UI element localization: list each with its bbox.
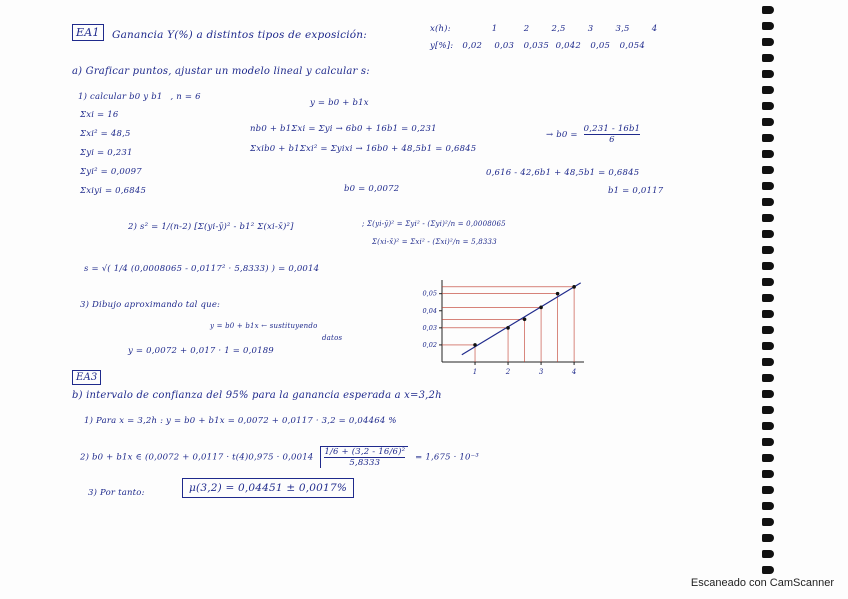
x-value: 2,5 bbox=[551, 24, 566, 34]
step3-label: 3) Dibujo aproximando tal que: bbox=[80, 300, 221, 310]
binding-ring bbox=[762, 534, 774, 542]
ci-formula: 2) b0 + b1x ∈ (0,0072 + 0,0117 · t(4)0,975 · 0,0014 $\frac{\text{1/6 + (3,2 - 16/6)²}}{5,8333}$ = 1,675 · 10⁻³ bbox=[80, 447, 479, 468]
y-value: 0,035 bbox=[523, 41, 549, 51]
binding-ring bbox=[762, 310, 774, 318]
ci-frac-bot: 5,8333 bbox=[349, 458, 381, 468]
data-point bbox=[506, 326, 510, 330]
binding-ring bbox=[762, 54, 774, 62]
binding-ring bbox=[762, 406, 774, 414]
step3-eval: y = 0,0072 + 0,017 · 1 = 0,0189 bbox=[128, 346, 274, 356]
binding-ring bbox=[762, 38, 774, 46]
spiral-binding bbox=[762, 0, 778, 580]
linear-model: y = b0 + b1x bbox=[310, 98, 369, 108]
x-value: 1 bbox=[491, 24, 498, 34]
scatter-plot bbox=[402, 272, 592, 382]
data-point bbox=[556, 292, 560, 296]
data-point bbox=[523, 317, 527, 321]
x-value: 3,5 bbox=[615, 24, 630, 34]
binding-ring bbox=[762, 358, 774, 366]
normal-eq-1: nb0 + b1Σxi = Σyi → 6b0 + 16b1 = 0,231 bbox=[250, 124, 437, 134]
binding-ring bbox=[762, 374, 774, 382]
section2-title: b) intervalo de confianza del 95% para la ganancia esperada a x=3,2h bbox=[72, 390, 442, 401]
x-values-row bbox=[430, 24, 671, 34]
y-value: 0,02 bbox=[462, 41, 483, 51]
binding-ring bbox=[762, 198, 774, 206]
binding-ring bbox=[762, 518, 774, 526]
binding-ring bbox=[762, 102, 774, 110]
scanner-watermark: Escaneado con CamScanner bbox=[690, 577, 834, 589]
b0-expression: → b0 = $\frac{0,231 - 16b1}{6}$ bbox=[546, 124, 641, 145]
b0-frac-num: 0,231 - 16b1 bbox=[583, 124, 641, 134]
sxx-formula: Σ(xi-x̄)² = Σxi² - (Σxi)²/n = 5,8333 bbox=[372, 238, 497, 246]
binding-ring bbox=[762, 22, 774, 30]
y-value: 0,05 bbox=[590, 41, 611, 51]
y-tick-label: 0,03 bbox=[422, 323, 437, 332]
x-value: 3 bbox=[587, 24, 594, 34]
y-tick-label: 0,02 bbox=[422, 340, 437, 349]
point-estimate: 1) Para x = 3,2h : y = b0 + b1x = 0,0072 + 0,0117 · 3,2 = 0,04464 % bbox=[84, 416, 397, 426]
y-tick-label: 0,05 bbox=[422, 289, 437, 298]
x-tick-label: 1 bbox=[472, 368, 478, 376]
binding-ring bbox=[762, 502, 774, 510]
binding-ring bbox=[762, 230, 774, 238]
binding-ring bbox=[762, 454, 774, 462]
binding-ring bbox=[762, 566, 774, 574]
intro-text: a) Graficar puntos, ajustar un modelo lineal y calcular s: bbox=[72, 66, 370, 77]
y-label: y[%]: bbox=[430, 41, 454, 51]
syy-formula: ; Σ(yi-ȳ)² = Σyi² - (Σyi)²/n = 0,0008065 bbox=[362, 220, 506, 228]
final-result-box bbox=[182, 482, 354, 494]
step3-datos: datos bbox=[322, 334, 343, 342]
y-value: 0,03 bbox=[494, 41, 515, 51]
sum-item: Σxi = 16 bbox=[80, 110, 119, 120]
y-value: 0,042 bbox=[555, 41, 581, 51]
ci-frac-top: 1/6 + (3,2 - 16/6)² bbox=[324, 447, 406, 457]
x-value: 2 bbox=[523, 24, 530, 34]
binding-ring bbox=[762, 182, 774, 190]
y-value: 0,054 bbox=[619, 41, 645, 51]
data-point bbox=[539, 306, 543, 310]
binding-ring bbox=[762, 246, 774, 254]
conclusion-label: 3) Por tanto: bbox=[88, 488, 145, 498]
y-values bbox=[456, 41, 648, 51]
sum-item: Σxiyi = 0,6845 bbox=[80, 186, 147, 196]
binding-ring bbox=[762, 86, 774, 94]
b1-result: b1 = 0,0117 bbox=[608, 186, 664, 196]
b0-frac-den: 6 bbox=[609, 135, 615, 145]
binding-ring bbox=[762, 166, 774, 174]
substitution-eq: 0,616 - 42,6b1 + 48,5b1 = 0,6845 bbox=[486, 168, 640, 178]
section-tag-ea3: EA3 bbox=[72, 372, 101, 383]
step1-label: 1) calcular b0 y b1 , n = 6 bbox=[78, 92, 201, 102]
final-result: μ(3,2) = 0,04451 ± 0,0017% bbox=[182, 478, 354, 498]
binding-ring bbox=[762, 438, 774, 446]
binding-ring bbox=[762, 134, 774, 142]
binding-ring bbox=[762, 422, 774, 430]
sum-item: Σyi = 0,231 bbox=[80, 148, 133, 158]
b0-result: b0 = 0,0072 bbox=[344, 184, 400, 194]
variance-formula: 2) s² = 1/(n-2) [Σ(yi-ȳ)² - b1² Σ(xi-x̄)²] bbox=[128, 222, 294, 232]
binding-ring bbox=[762, 342, 774, 350]
binding-ring bbox=[762, 70, 774, 78]
x-tick-label: 2 bbox=[505, 368, 511, 376]
x-tick-label: 4 bbox=[571, 368, 577, 376]
binding-ring bbox=[762, 550, 774, 558]
data-point bbox=[473, 343, 477, 347]
normal-eq-2: Σxib0 + b1Σxi² = Σyixi → 16b0 + 48,5b1 = 0,6845 bbox=[250, 144, 477, 154]
binding-ring bbox=[762, 278, 774, 286]
binding-ring bbox=[762, 118, 774, 126]
binding-ring bbox=[762, 326, 774, 334]
binding-ring bbox=[762, 262, 774, 270]
x-value: 4 bbox=[651, 24, 658, 34]
binding-ring bbox=[762, 150, 774, 158]
x-tick-label: 3 bbox=[538, 368, 544, 376]
data-point bbox=[572, 285, 576, 289]
sum-item: Σyi² = 0,0097 bbox=[80, 167, 142, 177]
y-values-row bbox=[430, 41, 648, 51]
sum-item: Σxi² = 48,5 bbox=[80, 129, 131, 139]
x-values bbox=[479, 24, 671, 34]
binding-ring bbox=[762, 486, 774, 494]
binding-ring bbox=[762, 294, 774, 302]
x-label: x(h): bbox=[430, 24, 451, 34]
binding-ring bbox=[762, 470, 774, 478]
step3-model: y = b0 + b1x ← sustituyendo bbox=[210, 322, 318, 330]
s-result: s = √( 1/4 (0,0008065 - 0,0117² · 5,8333) ) = 0,0014 bbox=[84, 264, 320, 274]
section-tag-ea1: EA1 bbox=[72, 26, 104, 39]
binding-ring bbox=[762, 6, 774, 14]
exercise-title: Ganancia Y(%) a distintos tipos de exposición: bbox=[112, 29, 367, 41]
binding-ring bbox=[762, 390, 774, 398]
y-tick-label: 0,04 bbox=[422, 306, 437, 315]
binding-ring bbox=[762, 214, 774, 222]
